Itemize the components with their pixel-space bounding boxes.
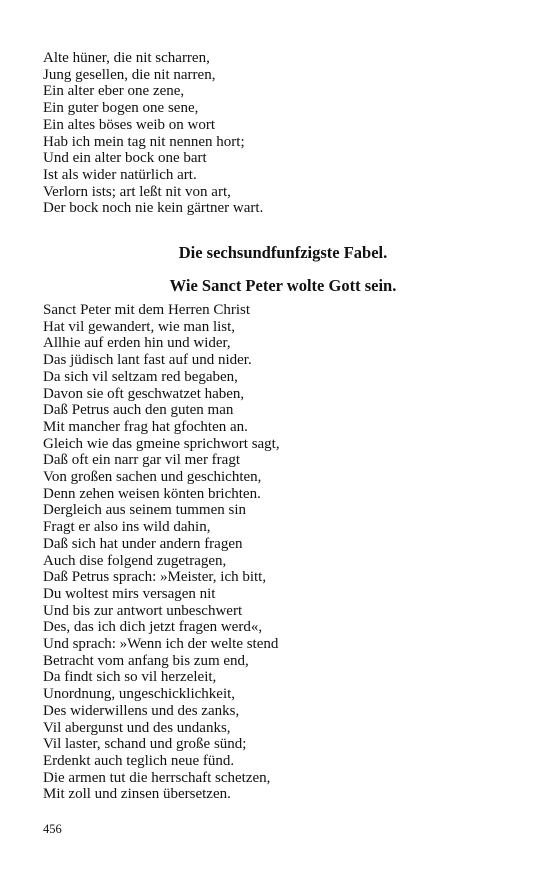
verse-line: Die armen tut die herrschaft schetzen,: [43, 769, 271, 786]
verse-line: Daß sich hat under andern fragen: [43, 535, 243, 552]
verse-block-top: [43, 50, 263, 217]
verse-line: Sanct Peter mit dem Herren Christ: [43, 302, 251, 318]
verse-line: Hat vil gewandert, wie man list,: [43, 318, 236, 335]
verse-line: Ein altes böses weib on wort: [43, 116, 216, 133]
page-number: 456: [43, 822, 62, 836]
verse-line: Daß Petrus sprach: »Meister, ich bitt,: [43, 569, 267, 586]
verse-line: Vil abergunst und des undanks,: [43, 719, 231, 736]
verse-line: Auch dise folgend zugetragen,: [43, 552, 227, 569]
verse-line: Der bock noch nie kein gärtner wart.: [43, 200, 264, 217]
fable-number-heading: Die sechsundfunfzigste Fabel.: [178, 243, 388, 262]
verse-line: Ein guter bogen one sene,: [43, 100, 199, 117]
verse-line: Erdenkt auch teglich neue fünd.: [43, 752, 235, 769]
verse-line: Ein alter eber one zene,: [43, 83, 185, 100]
verse-line: Betracht vom anfang bis zum end,: [43, 652, 249, 669]
verse-line: Du woltest mirs versagen nit: [43, 585, 216, 602]
verse-line: Allhie auf erden hin und wider,: [43, 335, 231, 352]
verse-line: Daß oft ein narr gar vil mer fragt: [43, 452, 240, 469]
verse-line: Jung gesellen, die nit narren,: [43, 66, 216, 83]
verse-line: Denn zehen weisen könten brichten.: [43, 485, 261, 502]
verse-block-main: [43, 302, 280, 803]
verse-line: Mit zoll und zinsen übersetzen.: [43, 786, 231, 803]
verse-line: Und sprach: »Wenn ich der welte stend: [43, 636, 279, 653]
verse-line: Das jüdisch lant fast auf und nider.: [43, 352, 252, 369]
verse-line: Davon sie oft geschwatzet haben,: [43, 385, 245, 402]
verse-line: Vil laster, schand und große sünd;: [43, 736, 247, 753]
verse-line: Und ein alter bock one bart: [43, 150, 207, 167]
fable-title-heading: Wie Sanct Peter wolte Gott sein.: [169, 276, 397, 295]
verse-line: Des, das ich dich jetzt fragen werd«,: [43, 619, 263, 636]
verse-line: Des widerwillens und des zanks,: [43, 702, 240, 719]
verse-line: Mit mancher frag hat gfochten an.: [43, 418, 248, 435]
verse-line: Daß Petrus auch den guten man: [43, 402, 234, 419]
verse-line: Ist als wider natürlich art.: [43, 166, 197, 183]
verse-line: Und bis zur antwort unbeschwert: [43, 602, 243, 619]
verse-line: Von großen sachen und geschichten,: [43, 469, 262, 486]
verse-line: Da findt sich so vil herzeleit,: [43, 669, 217, 686]
verse-line: Hab ich mein tag nit nennen hort;: [43, 133, 245, 150]
verse-line: Fragt er also ins wild dahin,: [43, 519, 211, 536]
verse-line: Gleich wie das gmeine sprichwort sagt,: [43, 435, 280, 452]
verse-line: Unordnung, ungeschicklichkeit,: [43, 686, 236, 703]
verse-line: Alte hüner, die nit scharren,: [43, 50, 210, 66]
verse-line: Verlorn ists; art leßt nit von art,: [43, 183, 231, 200]
verse-line: Da sich vil seltzam red begaben,: [43, 368, 238, 385]
verse-line: Dergleich aus seinem tummen sin: [43, 502, 247, 519]
